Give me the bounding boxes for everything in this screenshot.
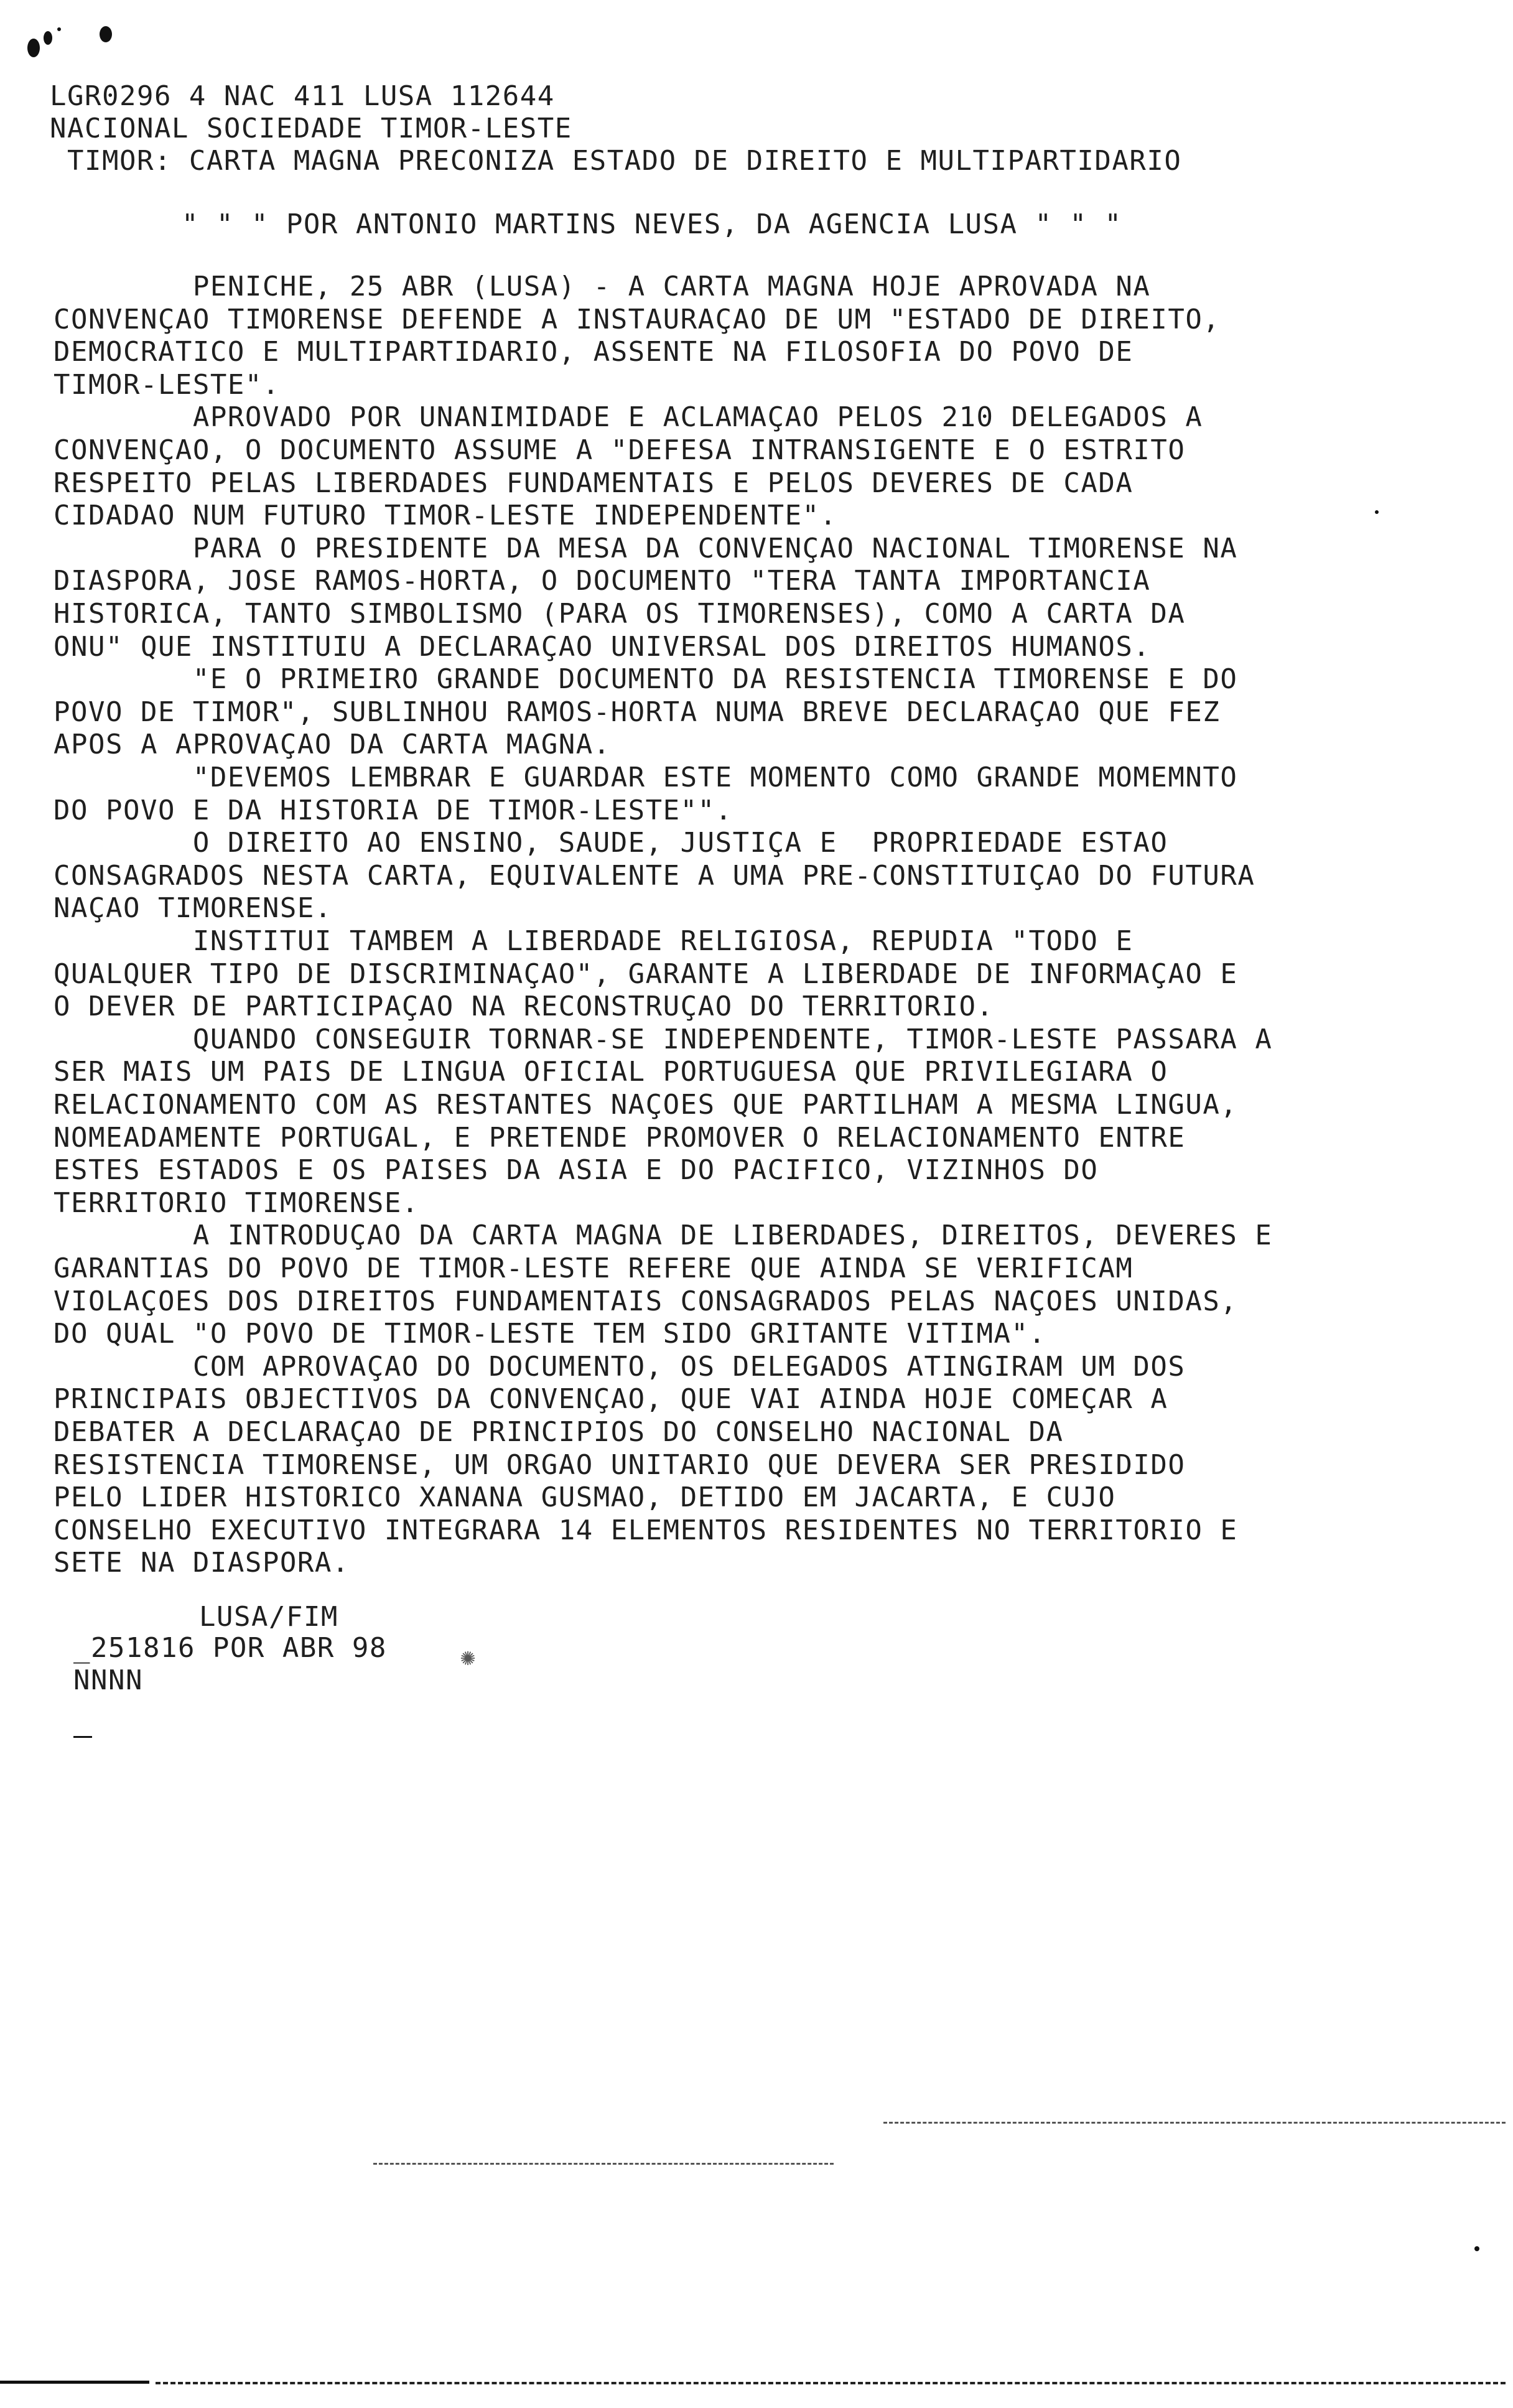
body-line: RELACIONAMENTO COM AS RESTANTES NAÇOES QUE PARTILHAM A MESMA LINGUA,: [54, 1089, 1238, 1121]
body-line: RESISTENCIA TIMORENSE, UM ORGAO UNITARIO QUE DEVERA SER PRESIDIDO: [54, 1449, 1186, 1481]
body-line: PARA O PRESIDENTE DA MESA DA CONVENÇAO NACIONAL TIMORENSE NA: [54, 533, 1238, 564]
body-line: CONSAGRADOS NESTA CARTA, EQUIVALENTE A UMA PRE-CONSTITUIÇAO DO FUTURA: [54, 860, 1255, 892]
body-line: PRINCIPAIS OBJECTIVOS DA CONVENÇAO, QUE VAI AINDA HOJE COMEÇAR A: [54, 1383, 1168, 1415]
body-line: PENICHE, 25 ABR (LUSA) - A CARTA MAGNA HOJE APROVADA NA: [54, 271, 1151, 302]
body-line: DEBATER A DECLARAÇAO DE PRINCIPIOS DO CONSELHO NACIONAL DA: [54, 1416, 1064, 1448]
body-line: GARANTIAS DO POVO DE TIMOR-LESTE REFERE QUE AINDA SE VERIFICAM: [54, 1253, 1134, 1284]
body-line: NAÇAO TIMORENSE.: [54, 892, 332, 924]
body-line: SETE NA DIASPORA.: [54, 1547, 350, 1579]
body-line: CIDADAO NUM FUTURO TIMOR-LESTE INDEPENDENTE".: [54, 500, 837, 531]
body-line: TIMOR-LESTE".: [54, 369, 280, 401]
byline: " " " POR ANTONIO MARTINS NEVES, DA AGENCIA LUSA " " ": [182, 208, 1122, 240]
bottom-edge-dashes: [156, 2382, 1506, 2384]
scan-dashed-line: [373, 2163, 834, 2165]
ink-speck: [1375, 510, 1379, 514]
header-line-2: NACIONAL SOCIEDADE TIMOR-LESTE: [50, 113, 572, 144]
ink-speck: [1474, 2246, 1479, 2251]
scan-smudge: ✺: [460, 1643, 476, 1671]
body-line: COM APROVAÇAO DO DOCUMENTO, OS DELEGADOS ATINGIRAM UM DOS: [54, 1351, 1186, 1383]
footer-end-marker: NNNN: [73, 1664, 143, 1696]
body-line: RESPEITO PELAS LIBERDADES FUNDAMENTAIS E PELOS DEVERES DE CADA: [54, 467, 1134, 499]
body-line: O DIREITO AO ENSINO, SAUDE, JUSTIÇA E PROPRIEDADE ESTAO: [54, 827, 1168, 859]
footer-timestamp: _251816 POR ABR 98: [73, 1632, 387, 1664]
body-line: CONVENÇAO TIMORENSE DEFENDE A INSTAURAÇAO DE UM "ESTADO DE DIREITO,: [54, 304, 1221, 335]
body-line: CONSELHO EXECUTIVO INTEGRARA 14 ELEMENTOS RESIDENTES NO TERRITORIO E: [54, 1514, 1238, 1546]
body-line: HISTORICA, TANTO SIMBOLISMO (PARA OS TIMORENSES), COMO A CARTA DA: [54, 598, 1186, 630]
body-line: ESTES ESTADOS E OS PAISES DA ASIA E DO PACIFICO, VIZINHOS DO: [54, 1154, 1099, 1186]
body-line: "E O PRIMEIRO GRANDE DOCUMENTO DA RESISTENCIA TIMORENSE E DO: [54, 663, 1238, 695]
bottom-edge-line: [0, 2381, 149, 2384]
body-line: APOS A APROVAÇAO DA CARTA MAGNA.: [54, 729, 611, 760]
body-line: SER MAIS UM PAIS DE LINGUA OFICIAL PORTUGUESA QUE PRIVILEGIARA O: [54, 1056, 1168, 1088]
body-line: CONVENÇAO, O DOCUMENTO ASSUME A "DEFESA INTRANSIGENTE E O ESTRITO: [54, 434, 1186, 466]
scan-dashed-line: [883, 2122, 1506, 2124]
body-line: DIASPORA, JOSE RAMOS-HORTA, O DOCUMENTO "TERA TANTA IMPORTANCIA: [54, 565, 1151, 597]
body-line: DO QUAL "O POVO DE TIMOR-LESTE TEM SIDO GRITANTE VITIMA".: [54, 1318, 1046, 1350]
header-line-1: LGR0296 4 NAC 411 LUSA 112644: [50, 80, 555, 112]
body-line: APROVADO POR UNANIMIDADE E ACLAMAÇAO PELOS 210 DELEGADOS A: [54, 401, 1203, 433]
body-line: DO POVO E DA HISTORIA DE TIMOR-LESTE"".: [54, 795, 733, 826]
body-line: QUANDO CONSEGUIR TORNAR-SE INDEPENDENTE, TIMOR-LESTE PASSARA A: [54, 1024, 1273, 1055]
body-line: TERRITORIO TIMORENSE.: [54, 1187, 419, 1219]
ink-speck: [27, 39, 40, 57]
ink-speck: [57, 27, 61, 31]
body-line: NOMEADAMENTE PORTUGAL, E PRETENDE PROMOVER O RELACIONAMENTO ENTRE: [54, 1122, 1186, 1154]
footer-dash: [73, 1736, 92, 1738]
body-line: "DEVEMOS LEMBRAR E GUARDAR ESTE MOMENTO COMO GRANDE MOMEMNTO: [54, 762, 1238, 793]
body-line: DEMOCRATICO E MULTIPARTIDARIO, ASSENTE NA FILOSOFIA DO POVO DE: [54, 336, 1134, 368]
body-line: QUALQUER TIPO DE DISCRIMINAÇAO", GARANTE A LIBERDADE DE INFORMAÇAO E: [54, 958, 1238, 990]
body-line: VIOLAÇOES DOS DIREITOS FUNDAMENTAIS CONSAGRADOS PELAS NAÇOES UNIDAS,: [54, 1286, 1238, 1317]
ink-speck: [100, 26, 112, 42]
headline: TIMOR: CARTA MAGNA PRECONIZA ESTADO DE DIREITO E MULTIPARTIDARIO: [50, 145, 1182, 177]
body-line: INSTITUI TAMBEM A LIBERDADE RELIGIOSA, REPUDIA "TODO E: [54, 925, 1134, 957]
footer-sign-off: LUSA/FIM: [199, 1601, 338, 1633]
body-line: PELO LIDER HISTORICO XANANA GUSMAO, DETIDO EM JACARTA, E CUJO: [54, 1482, 1116, 1513]
body-line: POVO DE TIMOR", SUBLINHOU RAMOS-HORTA NUMA BREVE DECLARAÇAO QUE FEZ: [54, 696, 1221, 728]
body-line: ONU" QUE INSTITUIU A DECLARAÇAO UNIVERSAL DOS DIREITOS HUMANOS.: [54, 631, 1151, 663]
ink-speck: [44, 31, 52, 45]
body-line: O DEVER DE PARTICIPAÇAO NA RECONSTRUÇAO DO TERRITORIO.: [54, 991, 994, 1022]
body-line: A INTRODUÇAO DA CARTA MAGNA DE LIBERDADES, DIREITOS, DEVERES E: [54, 1220, 1273, 1251]
